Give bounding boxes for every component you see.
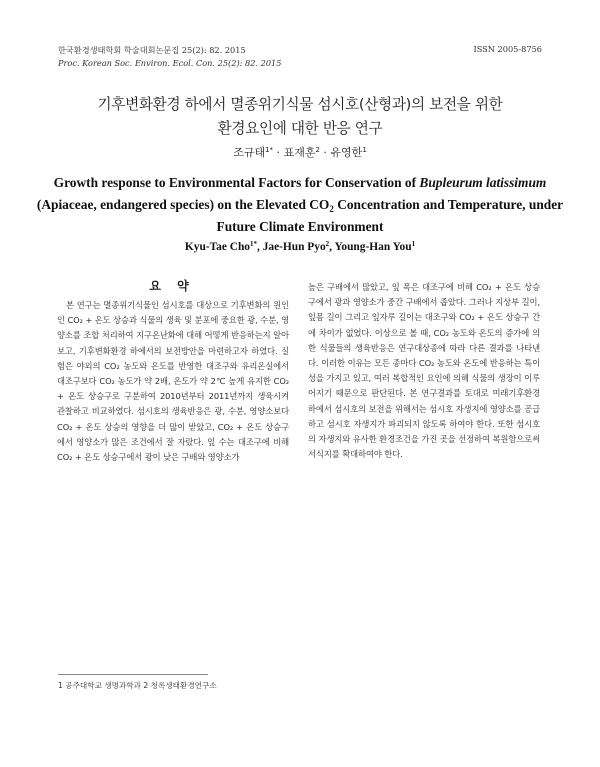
author-en-1-affil: 1*	[250, 240, 257, 248]
journal-citation-en: Proc. Korean Soc. Environ. Ecol. Con. 25(2): 82. 2015	[58, 58, 282, 68]
issn: ISSN 2005-8756	[473, 44, 542, 54]
abstract-heading: 요 약	[149, 279, 195, 293]
co2-subscript: 2	[329, 204, 334, 214]
author-list-en	[40, 241, 560, 253]
author-list-kr	[40, 144, 560, 160]
author-kr-3-affil: 1	[362, 146, 367, 154]
author-en-1: Kyu-Tae Cho	[184, 241, 250, 253]
author-kr-3: 유영한	[330, 146, 363, 159]
author-kr-2: 표재훈	[283, 146, 316, 159]
author-en-2: , Jae-Hun Pyo	[257, 241, 326, 253]
author-en-3-affil: 1	[411, 240, 416, 248]
footnote-divider	[58, 674, 208, 675]
author-separator: ·	[273, 146, 284, 159]
author-en-2-affil: 2	[325, 240, 330, 248]
paper-title-en-line1: Growth response to Environmental Factors for Conservation of Bupleurum latissimum	[53, 175, 547, 190]
abstract-column-right	[308, 280, 540, 462]
abstract-paragraph-right: 높은 구배에서 많았고, 잎 폭은 대조구에 비해 CO₂ + 온도 상승구에서 광과 영양소가 중간 구배에서 좁았다. 그러나 지상부 길이, 잎몸 길이 그리고 잎자루 길이는 대조구와 CO₂ + 온도 상승구 간에 차이가 없었다. 이상으로 볼 때, CO₂ 농도와 온도의 증가에 의한 식물들의 생육반응은 연구대상종에 따라 다른 결과를 나타낸다. 이러한 이유는 모든 종마다 CO₂ 농도와 온도에 반응하는 특이성을 가지고 있고, 여러 복합적인 요인에 의해 식물의 생장이 이루어지기 때문으로 판단된다. 본 연구결과를 토대로 미래기후환경 하에서 섬시호의 보전을 위해서는 섬시호 자생지에 영양소를 공급하고 섬시호 자생지가 파괴되지 않도록 하여야 한다. 또한 섬시호의 자생지와 유사한 환경조건을 가진 곳을 선정하여 복원함으로써 서식지를 확대하여야 한다.	[308, 282, 540, 460]
paper-title-kr	[40, 93, 560, 141]
paper-title-en-line2: (Apiaceae, endangered species) on the Elevated $CO_2$ Concentration and Temperature, under	[36, 197, 564, 214]
journal-citation	[58, 44, 281, 70]
paper-title-en	[30, 172, 570, 238]
journal-citation-kr: 한국환경생태학회 학술대회논문집 25(2): 82. 2015	[58, 45, 246, 55]
abstract-paragraph-left: 본 연구는 멸종위기식물인 섬시호를 대상으로 기후변화의 원인인 CO₂ + 온도 상승과 식물의 생육 및 분포에 중요한 광, 수분, 영양소를 조합 처리하여 지구온난화에 대해 어떻게 반응하는지 알아보고, 기후변화환경 하에서의 보전방안을 마련하고자 하였다. 실험은 야외의 CO₂ 농도와 온도를 반영한 대조구와 유리온실에서 대조구보다 CO₂ 농도가 약 2배, 온도가 약 2℃ 높게 유지한 CO₂ + 온도 상승구로 구분하여 2010년부터 2011년까지 생육시켜 관찰하고 비교하였다. 섬시호의 생육반응은 광, 수분, 영양소보다 CO₂ + 온도 상승의 영향을 더 많이 받았고, CO₂ + 온도 상승구에서 영양소가 많은 조건에서 잘 자랐다. 잎 수는 대조구에 비해 CO₂ + 온도 상승구에서 광이 낮은 구배와 영양소가	[57, 300, 289, 463]
paper-title-kr-line2: 환경요인에 대한 반응 연구	[217, 120, 383, 137]
abstract-column-left	[57, 298, 289, 465]
paper-title-en-line3: Future Climate Environment	[216, 219, 384, 234]
affiliation-footnote: 1 공주대학교 생명과학과 2 청록생태환경연구소	[58, 681, 217, 690]
author-kr-1-affil: 1*	[265, 146, 274, 154]
author-kr-2-affil: 2	[315, 146, 320, 154]
author-separator: ·	[319, 146, 331, 159]
author-en-3: , Young-Han You	[329, 241, 412, 253]
species-name: Bupleurum latissimum	[419, 175, 547, 190]
author-kr-1: 조규태	[233, 146, 266, 159]
paper-title-kr-line1: 기후변화환경 하에서 멸종위기식물 섬시호(산형과)의 보전을 위한	[97, 96, 503, 113]
